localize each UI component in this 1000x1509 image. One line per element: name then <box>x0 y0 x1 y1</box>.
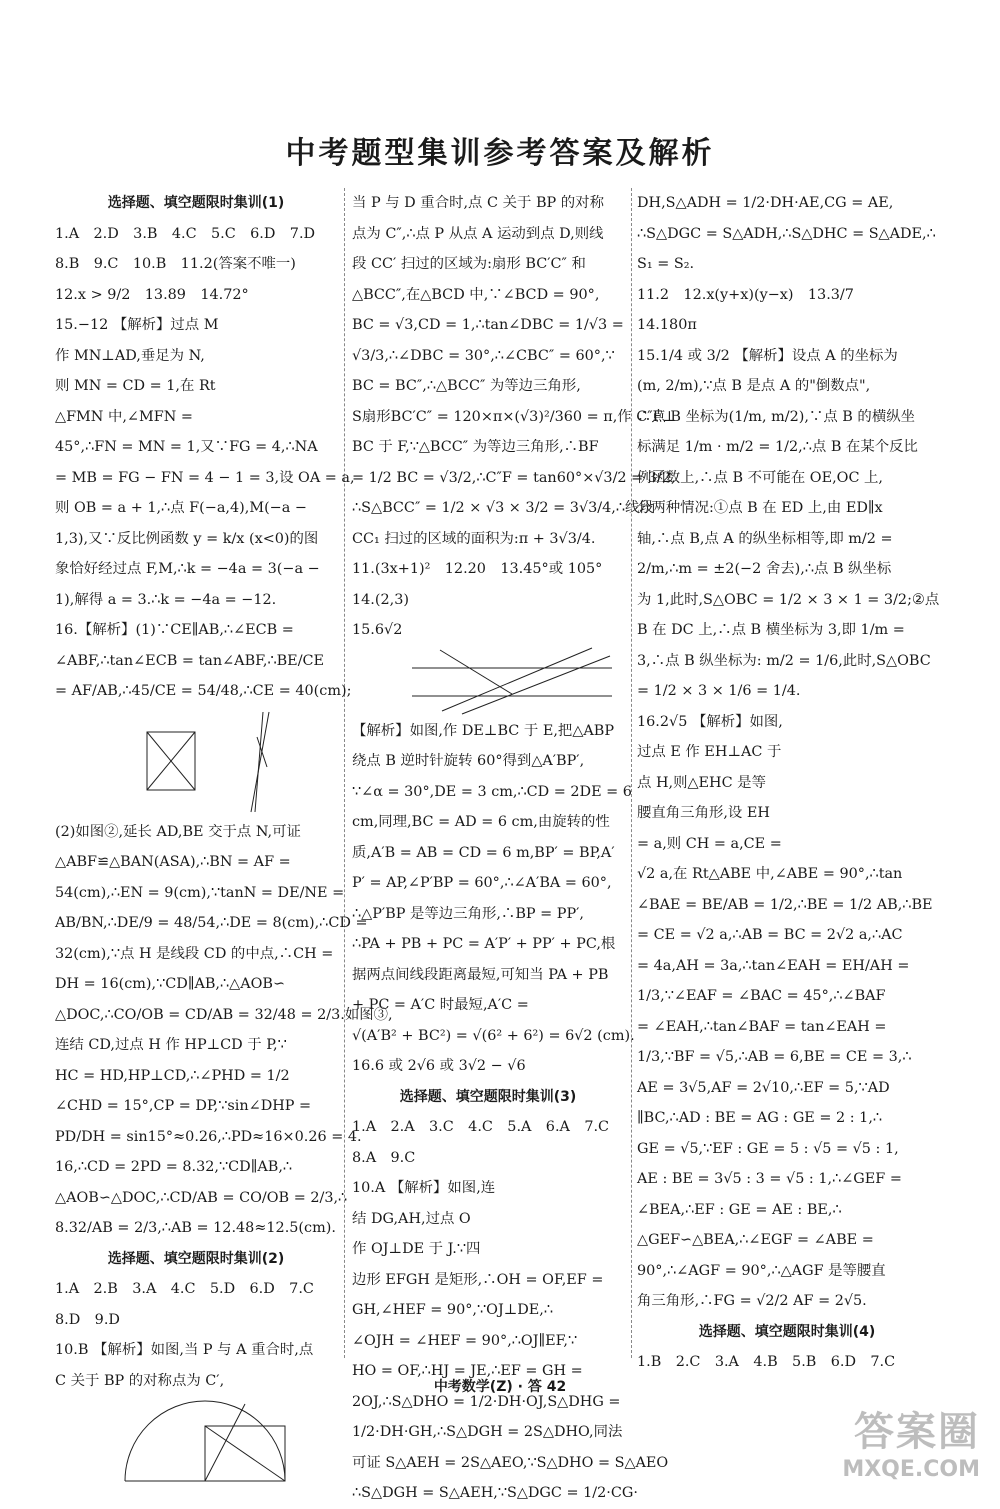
text-line: GH,∠HEF = 90°,∵OJ⊥DE,∴ <box>352 1302 554 1318</box>
text-line: 点 H,则△EHC 是等 <box>637 774 766 791</box>
watermark <box>842 1400 980 1482</box>
text-line: ∠CHD = 15°,CP = DP,∵sin∠DHP = <box>55 1098 312 1114</box>
text-line: BC 于 F,∵△BCC″ 为等边三角形,∴BF <box>352 439 599 455</box>
text-line: 角三角形,∴FG = √2/2 AF = 2√5. <box>637 1293 867 1309</box>
text-line: ∴点 B 坐标为(1/m, m/2),∵点 B 的横纵坐 <box>637 408 915 425</box>
text-line: △ABF≌△BAN(ASA),∴BN = AF = <box>55 854 291 870</box>
text-line: △AOB∽△DOC,∴CD/AB = CO/OB = 2/3,∴ <box>55 1189 348 1206</box>
text-line: 1),解得 a = 3.∴k = −4a = −12. <box>55 591 277 608</box>
text-line: 据两点间线段距离最短,可知当 PA + PB <box>352 966 609 983</box>
text-line: 绕点 B 逆时针旋转 60°得到△A′BP′, <box>352 753 585 769</box>
text-line: HC = HD,HP⊥CD,∴∠PHD = 1/2 <box>55 1067 290 1084</box>
text-line: 1/3,∵∠EAF = ∠BAC = 45°,∴∠BAF <box>637 988 886 1004</box>
text-line: 标满足 1/m · m/2 = 1/2,∴点 B 在某个反比 <box>637 439 918 455</box>
text-line: 32(cm),∵点 H 是线段 CD 的中点,∴CH = <box>55 945 334 962</box>
text-line: 分两种情况:①点 B 在 ED 上,由 ED∥x <box>637 500 883 516</box>
text-line: 2OJ,∴S△DHO = 1/2·DH·OJ,S△DHG = <box>352 1393 621 1410</box>
text-line: (2)如图②,延长 AD,BE 交于点 N,可证 <box>55 823 301 840</box>
text-line: ∥BC,∴AD : BE = AG : GE = 2 : 1,∴ <box>637 1110 883 1126</box>
geometry-figure <box>55 1396 335 1486</box>
text-line: 结 DG,AH,过点 O <box>352 1210 471 1227</box>
text-line: = AF/AB,∴45/CE = 54/48,∴CE = 40(cm); <box>55 683 352 699</box>
section-heading: 选择题、填空题限时集训(4) <box>698 1323 876 1340</box>
text-line: 则 OB = a + 1,∴点 F(−a,4),M(−a − <box>55 500 307 516</box>
text-line: 11.(3x+1)² 12.20 13.45°或 105° <box>352 561 603 577</box>
text-line: 1,3),又∵反比例函数 y = k/x (x<0)的图 <box>55 530 319 547</box>
text-line: = 1/2 × 3 × 1/6 = 1/4. <box>637 683 801 699</box>
text-line: 54(cm),∴EN = 9(cm),∵tanN = DE/NE = <box>55 884 345 901</box>
text-line: GE = √5,∵EF : GE = 5 : √5 = √5 : 1, <box>637 1140 899 1157</box>
text-line: 16.2√5 【解析】如图, <box>637 713 783 730</box>
text-line: △FMN 中,∠MFN = <box>55 408 193 425</box>
watermark-url: MXQE.COM <box>842 1457 980 1482</box>
text-line: √3/3,∴∠DBC = 30°,∴∠CBC″ = 60°,∵ <box>352 347 615 364</box>
text-line: 12.x > 9/2 13.89 14.72° <box>55 286 249 303</box>
text-line: 腰直角三角形,设 EH <box>637 805 770 821</box>
text-line: 则 MN = CD = 1,在 Rt <box>55 378 216 394</box>
text-line: △DOC,∴CO/OB = CD/AB = 32/48 = 2/3.如图③, <box>55 1006 393 1023</box>
text-line: 16.【解析】(1)∵CE∥AB,∴∠ECB = <box>55 622 294 638</box>
text-line: + PC = A′C 时最短,A′C = <box>352 997 529 1013</box>
text-line: 象恰好经过点 F,M,∴k = −4a = 3(−a − <box>55 561 320 577</box>
text-line: 轴,∴点 B,点 A 的纵坐标相等,即 m/2 = <box>637 530 893 547</box>
text-line: PD/DH = sin15°≈0.26,∴PD≈16×0.26 = 4. <box>55 1128 362 1145</box>
geometry-figure <box>55 707 335 817</box>
text-line: S₁ = S₂. <box>637 256 695 272</box>
text-line: √(A′B² + BC²) = √(6² + 6²) = 6√2 (cm). <box>352 1027 635 1044</box>
text-line: △GEF∽△BEA,∴∠EGF = ∠ABE = <box>637 1232 874 1248</box>
text-line: ∠BAE = BE/AB = 1/2,∴BE = 1/2 AB,∴BE <box>637 896 933 913</box>
text-line: 14.180π <box>637 317 697 333</box>
text-line: 8.B 9.C 10.B 11.2(答案不唯一) <box>55 256 296 272</box>
text-line: 作 MN⊥AD,垂足为 N, <box>55 347 205 364</box>
text-line: ∵∠α = 30°,DE = 3 cm,∴CD = 2DE = 6 <box>352 783 632 800</box>
section-heading: 选择题、填空题限时集训(2) <box>107 1250 285 1267</box>
page-title: 中考题型集训参考答案及解析 <box>285 136 715 171</box>
text-line: 1.A 2.B 3.A 4.C 5.D 6.D 7.C <box>55 1281 314 1297</box>
text-line: 2/m,∴m = ±2(−2 舍去),∴点 B 纵坐标 <box>637 561 892 577</box>
text-line: 例函数上,∴点 B 不可能在 OE,OC 上, <box>637 469 884 486</box>
text-line: 14.(2,3) <box>352 591 410 608</box>
text-line: 15.6√2 <box>352 622 403 638</box>
text-line: 8.A 9.C <box>352 1149 416 1166</box>
text-line: 1.A 2.D 3.B 4.C 5.C 6.D 7.D <box>55 225 316 242</box>
text-line: 16,∴CD = 2PD = 8.32,∵CD∥AB,∴ <box>55 1159 293 1175</box>
text-line: = 1/2 BC = √3/2,∴C″F = tan60°×√3/2 = 3/2, <box>352 469 676 486</box>
text-line: ∠OJH = ∠HEF = 90°,∴OJ∥EF,∵ <box>352 1332 578 1349</box>
text-line: 45°,∴FN = MN = 1,又∵FG = 4,∴NA <box>55 439 318 455</box>
text-line: AB/BN,∴DE/9 = 48/54,∴DE = 8(cm),∴CD = <box>55 915 368 931</box>
text-line: cm,同理,BC = AD = 6 cm,由旋转的性 <box>352 814 610 830</box>
geometry-figure <box>352 646 622 716</box>
text-line: 10.B 【解析】如图,当 P 与 A 重合时,点 <box>55 1342 314 1358</box>
text-line: = CE = √2 a,∴AB = BC = 2√2 a,∴AC <box>637 927 903 943</box>
text-line: B 在 DC 上,∴点 B 横坐标为 3,即 1/m = <box>637 622 905 638</box>
text-line: 可证 S△AEH = 2S△AEO,∵S△DHO = S△AEO <box>352 1454 669 1471</box>
text-line: 1.B 2.C 3.A 4.B 5.B 6.D 7.C <box>637 1354 896 1370</box>
text-line: P′ = AP,∠P′BP = 60°,∴∠A′BA = 60°, <box>352 875 612 891</box>
text-line: ∴S△DGC = S△ADH,∴S△DHC = S△ADE,∴ <box>637 225 936 242</box>
text-line: 段 CC′ 扫过的区域为:扇形 BC′C″ 和 <box>352 256 586 272</box>
text-line: 90°,∴∠AGF = 90°,∴△AGF 是等腰直 <box>637 1262 886 1279</box>
text-line: 1/2·DH·GH,∴S△DGH = 2S△DHO,同法 <box>352 1424 623 1440</box>
text-line: 1.A 2.A 3.C 4.C 5.A 6.A 7.C <box>352 1119 610 1135</box>
text-line: 16.6 或 2√6 或 3√2 − √6 <box>352 1058 526 1074</box>
text-line: S扇形BC′C″ = 120×π×(√3)²/360 = π,作 C″F⊥ <box>352 408 677 425</box>
text-line: ∴S△BCC″ = 1/2 × √3 × 3/2 = 3√3/4,∴线段 <box>352 500 654 516</box>
text-line: BC = BC″,∴△BCC″ 为等边三角形, <box>352 378 581 394</box>
text-line: (m, 2/m),∵点 B 是点 A 的"倒数点", <box>637 378 871 394</box>
text-line: AE = 3√5,AF = 2√10,∴EF = 5,∵AD <box>637 1079 890 1096</box>
page-footer: 中考数学(Z) · 答 42 <box>433 1379 567 1395</box>
text-line: 为 1,此时,S△OBC = 1/2 × 3 × 1 = 3/2;②点 <box>637 591 940 608</box>
text-line: 【解析】如图,作 DE⊥BC 于 E,把△ABP <box>352 722 615 739</box>
text-line: 点为 C″,∴点 P 从点 A 运动到点 D,则线 <box>352 225 604 242</box>
text-line: DH = 16(cm),∵CD∥AB,∴△AOB∽ <box>55 976 286 992</box>
text-line: 连结 CD,过点 H 作 HP⊥CD 于 P,∵ <box>55 1037 287 1053</box>
text-line: CC₁ 扫过的区域的面积为:π + 3√3/4. <box>352 530 596 547</box>
text-line: 10.A 【解析】如图,连 <box>352 1180 496 1196</box>
text-line: 11.2 12.x(y+x)(y−x) 13.3/7 <box>637 286 854 303</box>
text-line: √2 a,在 Rt△ABE 中,∠ABE = 90°,∴tan <box>637 866 903 882</box>
text-line: ∴△P′BP 是等边三角形,∴BP = PP′, <box>352 905 584 922</box>
text-line: 1/3,∵BF = √5,∴AB = 6,BE = CE = 3,∴ <box>637 1049 912 1065</box>
text-line: = MB = FG − FN = 4 − 1 = 3,设 OA = a, <box>55 469 355 486</box>
section-heading: 选择题、填空题限时集训(1) <box>107 195 285 211</box>
text-line: 15.−12 【解析】过点 M <box>55 317 219 333</box>
text-line: 3,∴点 B 纵坐标为: m/2 = 1/6,此时,S△OBC <box>637 652 931 669</box>
text-line: = ∠EAH,∴tan∠BAF = tan∠EAH = <box>637 1018 887 1035</box>
text-line: DH,S△ADH = 1/2·DH·AE,CG = AE, <box>637 195 894 211</box>
text-line: 过点 E 作 EH⊥AC 于 <box>637 744 782 760</box>
text-line: 8.D 9.D <box>55 1311 120 1328</box>
text-line: 15.1/4 或 3/2 【解析】设点 A 的坐标为 <box>637 347 898 364</box>
text-line: 当 P 与 D 重合时,点 C 关于 BP 的对称 <box>352 195 604 211</box>
text-line: ∠BEA,∴EF : GE = AE : BE,∴ <box>637 1201 842 1218</box>
watermark-main: 答案圈 <box>854 1409 980 1455</box>
column-divider <box>631 188 632 1358</box>
text-line: 作 OJ⊥DE 于 J.∵四 <box>352 1241 481 1257</box>
text-line: = a,则 CH = a,CE = <box>637 835 782 852</box>
text-line: C 关于 BP 的对称点为 C′, <box>55 1372 225 1389</box>
column-divider <box>344 188 345 1358</box>
text-line: ∴S△DGH = S△AEH,∵S△DGC = 1/2·CG· <box>352 1485 638 1501</box>
text-line: ∠ABF,∴tan∠ECB = tan∠ABF,∴BE/CE <box>55 652 325 669</box>
text-line: ∴PA + PB + PC = A′P′ + PP′ + PC,根 <box>352 936 616 952</box>
text-line: 质,A′B = AB = CD = 6 m,BP′ = BP,A′ <box>352 844 615 861</box>
text-line: 边形 EFGH 是矩形,∴OH = OF,EF = <box>352 1271 604 1288</box>
text-line: HO = OF,∴HJ = JE,∴EF = GH = <box>352 1363 583 1379</box>
section-heading: 选择题、填空题限时集训(3) <box>399 1088 577 1105</box>
text-line: BC = √3,CD = 1,∴tan∠DBC = 1/√3 = <box>352 317 624 333</box>
answer-column-3 <box>637 188 940 1370</box>
text-line: 8.32/AB = 2/3,∴AB = 12.48≈12.5(cm). <box>55 1220 336 1236</box>
text-line: AE : BE = 3√5 : 3 = √5 : 1,∴∠GEF = <box>637 1171 902 1187</box>
text-line: △BCC″,在△BCD 中,∵∠BCD = 90°, <box>352 286 600 303</box>
text-line: = 4a,AH = 3a,∴tan∠EAH = EH/AH = <box>637 957 910 974</box>
